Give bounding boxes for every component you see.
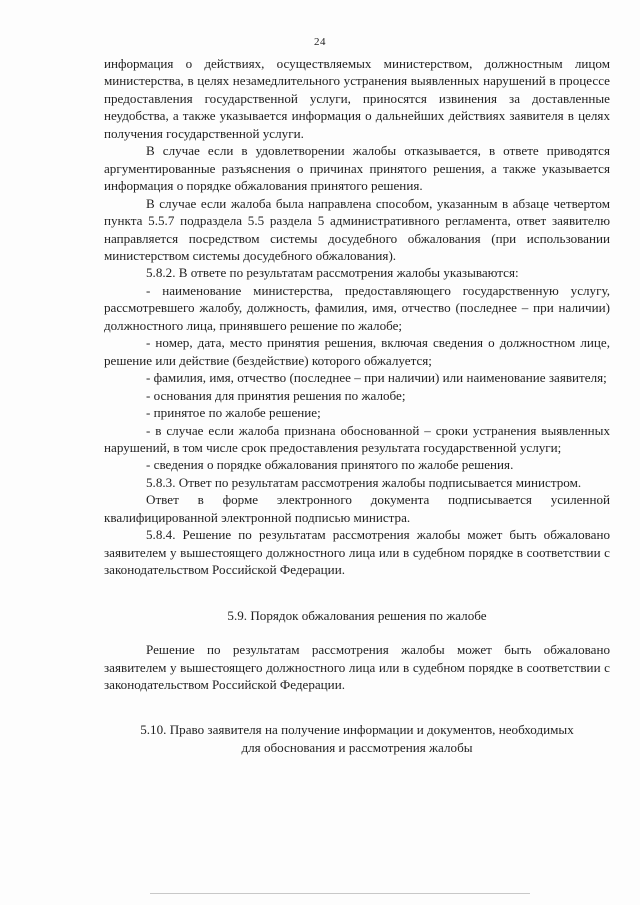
- list-item-ministry-name: - наименование министерства, предоставляющего государственную услугу, рассмотревшего жалобу, должность, фамилия, имя, отчество (последнее – при наличии) должностного лица, принявшего решение по жалобе;: [104, 282, 610, 333]
- paragraph-5-8-4: 5.8.4. Решение по результатам рассмотрения жалобы может быть обжаловано заявителем у вышестоящего должностного лица или в судебном порядке в соответствии с законодательством Российской Федерации.: [104, 527, 610, 578]
- paragraph-refusal: В случае если в удовлетворении жалобы отказывается, в ответе приводятся аргументированные разъяснения о причинах принятого решения, а также указывается информация о порядке обжалования принятого решения.: [104, 143, 610, 194]
- list-item-appeal-procedure: - сведения о порядке обжалования принятого по жалобе решения.: [146, 457, 514, 473]
- page-number: 24: [314, 36, 326, 48]
- list-item-terms: - в случае если жалоба признана обоснованной – сроки устранения выявленных нарушений, в том числе срок предоставления результата государственной услуги;: [104, 422, 610, 455]
- paragraph-electronic-signature: Ответ в форме электронного документа подписывается усиленной квалифицированной электронной подписью министра.: [104, 492, 610, 525]
- section-heading-5-10-line2: для обоснования и рассмотрения жалобы: [241, 739, 473, 755]
- paragraph-5-8-2: 5.8.2. В ответе по результатам рассмотрения жалобы указываются:: [146, 265, 519, 281]
- list-item-decision: - принятое по жалобе решение;: [146, 405, 321, 421]
- list-item-applicant-name: - фамилия, имя, отчество (последнее – при наличии) или наименование заявителя;: [146, 370, 607, 386]
- section-heading-5-10-line1: 5.10. Право заявителя на получение информации и документов, необходимых: [140, 722, 574, 738]
- paragraph-5-9: Решение по результатам рассмотрения жалобы может быть обжаловано заявителем у вышестоящего должностного лица или в судебном порядке в соответствии с законодательством Российской Федерации.: [104, 642, 610, 692]
- list-item-decision-number: - номер, дата, место принятия решения, включая сведения о должностном лице, решение или действие (бездействие) которого обжалуется;: [104, 335, 610, 368]
- document-body: [104, 55, 610, 756]
- section-heading-5-10: [104, 721, 610, 756]
- section-heading-5-9: 5.9. Порядок обжалования решения по жалобе: [227, 607, 487, 623]
- paragraph-5-8-3: 5.8.3. Ответ по результатам рассмотрения жалобы подписывается министром.: [146, 474, 582, 490]
- paragraph-actions-info: информация о действиях, осуществляемых министерством, должностным лицом министерства, в целях незамедлительного устранения выявленных нарушений в процессе предоставления государственной услуги, приносятся извинения за доставленные неудобства, а также указывается информация о дальнейших действиях заявителя в целях получения государственной услуги.: [104, 56, 610, 141]
- paragraph-pretrial-system: В случае если жалоба была направлена способом, указанным в абзаце четвертом пункта 5.5.7 подраздела 5.5 раздела 5 административного регламента, ответ заявителю направляется посредством системы досудебного обжалования (при использовании министерством системы досудебного обжалования).: [104, 195, 610, 263]
- scan-bottom-edge: [150, 893, 530, 894]
- list-item-grounds: - основания для принятия решения по жалобе;: [146, 387, 406, 403]
